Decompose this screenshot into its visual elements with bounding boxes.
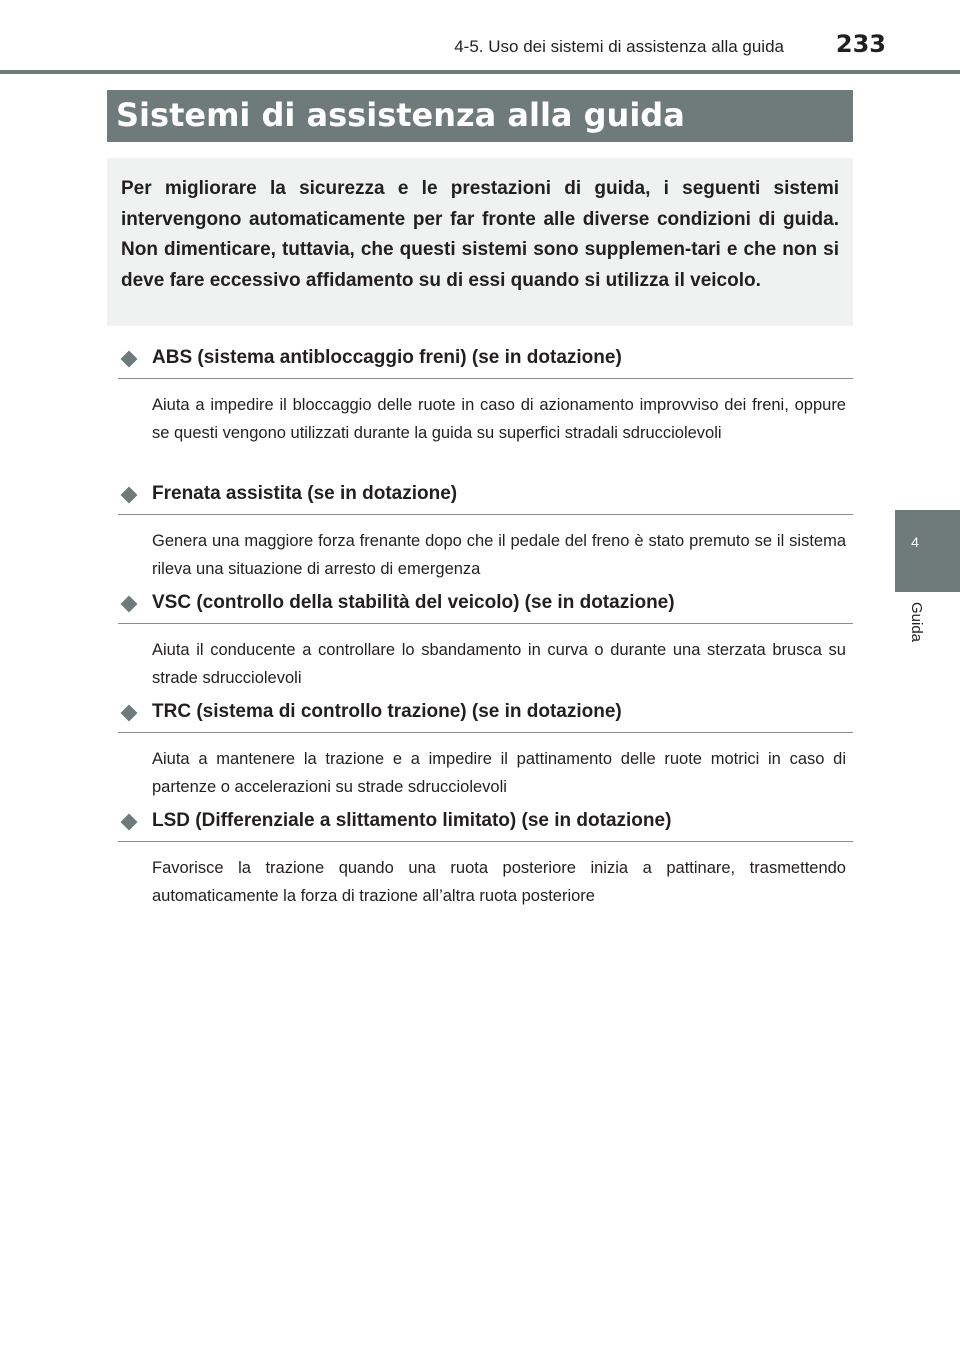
intro-box bbox=[107, 158, 853, 326]
section-body: Aiuta il conducente a controllare lo sbandamento in curva o durante una sterzata brusca su strade sdrucciolevoli bbox=[152, 641, 846, 687]
header-section-ref: 4-5. Uso dei sistemi di assistenza alla guida bbox=[454, 37, 784, 56]
section-header bbox=[118, 587, 853, 624]
page-title: Sistemi di assistenza alla guida bbox=[116, 96, 685, 134]
diamond-bullet-icon bbox=[121, 487, 138, 504]
section-title: LSD (Differenziale a slittamento limitato) (se in dotazione) bbox=[152, 810, 672, 831]
section-header bbox=[118, 342, 853, 379]
title-bar bbox=[107, 90, 853, 142]
section-header bbox=[118, 478, 853, 515]
chapter-label: Guida bbox=[908, 602, 925, 643]
section-header bbox=[118, 805, 853, 842]
section-trc bbox=[118, 696, 853, 801]
section-title: VSC (controllo della stabilità del veicolo) (se in dotazione) bbox=[152, 592, 675, 613]
intro-text: Per migliorare la sicurezza e le prestazioni di guida, i seguenti sistemi intervengono automaticamente per far fronte alle diverse condizioni di guida. Non dimenticare, tuttavia, che questi sistemi sono supplemen-tari e che non si deve fare eccessivo affidamento su di essi quando si utilizza il veicolo. bbox=[121, 178, 839, 291]
section-body: Genera una maggiore forza frenante dopo che il pedale del freno è stato premuto se il sistema rileva una situazione di arresto di emergenza bbox=[152, 532, 846, 578]
diamond-bullet-icon bbox=[121, 814, 138, 831]
section-lsd bbox=[118, 805, 853, 910]
section-title: Frenata assistita (se in dotazione) bbox=[152, 483, 458, 504]
header-divider bbox=[0, 70, 960, 74]
section-abs bbox=[118, 342, 853, 447]
section-title: TRC (sistema di controllo trazione) (se in dotazione) bbox=[152, 701, 622, 722]
diamond-bullet-icon bbox=[121, 596, 138, 613]
diamond-bullet-icon bbox=[121, 351, 138, 368]
section-header bbox=[118, 696, 853, 733]
section-body: Aiuta a mantenere la trazione e a impedire il pattinamento delle ruote motrici in caso di partenze o accelerazioni su strade sdrucciolevoli bbox=[152, 750, 846, 796]
section-title: ABS (sistema antibloccaggio freni) (se in dotazione) bbox=[152, 347, 622, 368]
page-number: 233 bbox=[835, 30, 886, 58]
chapter-tab bbox=[895, 510, 960, 592]
chapter-number: 4 bbox=[911, 534, 919, 550]
section-vsc bbox=[118, 587, 853, 692]
section-body: Favorisce la trazione quando una ruota posteriore inizia a pattinare, trasmettendo automaticamente la forza di trazione all’altra ruota posteriore bbox=[152, 859, 846, 905]
section-body: Aiuta a impedire il bloccaggio delle ruote in caso di azionamento improvviso dei freni, oppure se questi vengono utilizzati durante la guida su superfici stradali sdrucciolevoli bbox=[152, 396, 846, 442]
diamond-bullet-icon bbox=[121, 705, 138, 722]
section-frenata-assistita bbox=[118, 478, 853, 583]
